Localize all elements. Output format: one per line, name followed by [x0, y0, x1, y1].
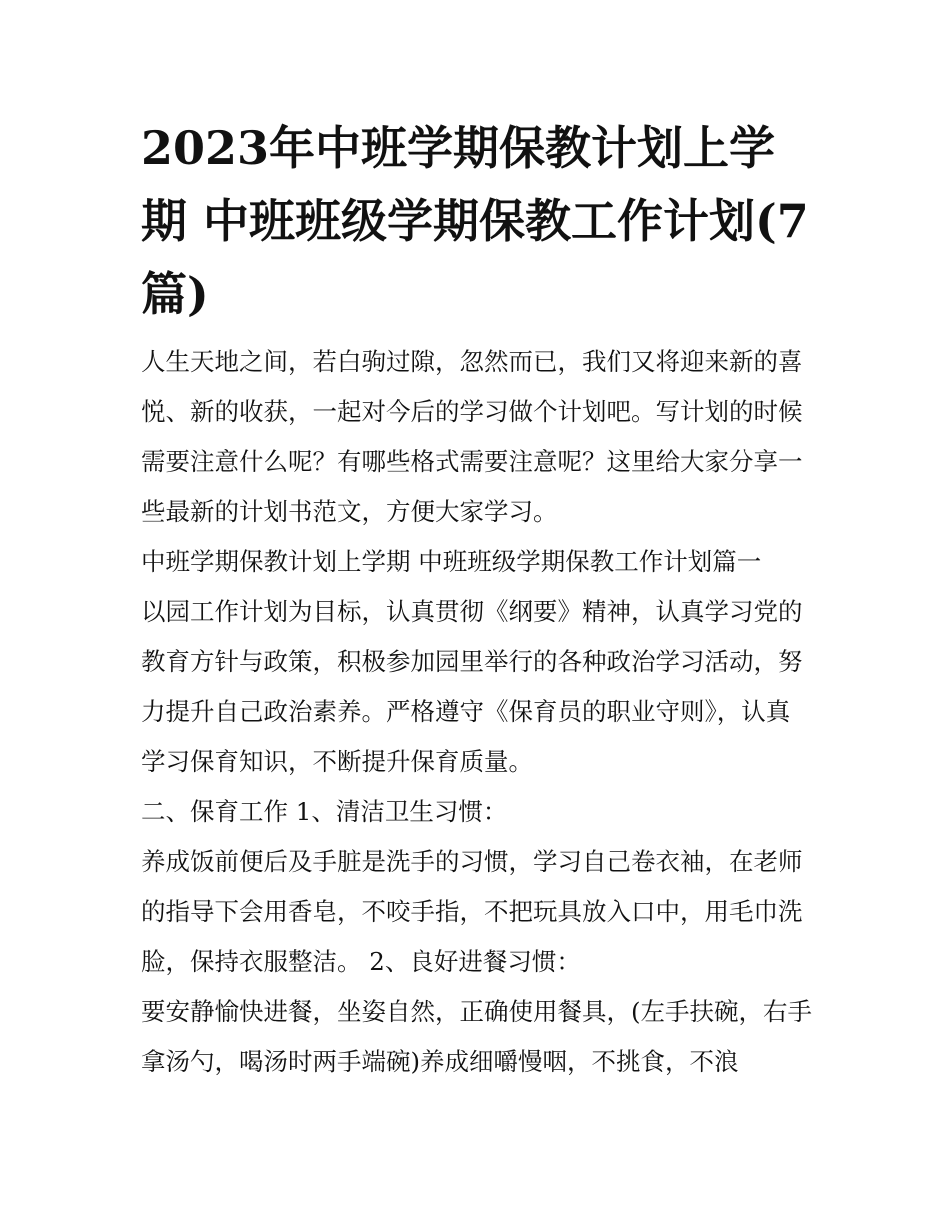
document-title: 2023年中班学期保教计划上学期 中班班级学期保教工作计划(7篇) — [141, 121, 809, 321]
body-paragraph: 以园工作计划为目标，认真贯彻《纲要》精神，认真学习党的教育方针与政策，积极参加园里举行的各种政治学习活动，努力提升自己政治素养。严格遵守《保育员的职业守则》，认真学习保育知识，不断提升保育质量。 — [141, 597, 803, 776]
document-content — [141, 112, 813, 1087]
subsection-heading: 二、保育工作 1、清洁卫生习惯： — [141, 797, 508, 826]
body-paragraph: 要安静愉快进餐，坐姿自然，正确使用餐具，(左手扶碗，右手拿汤勺，喝汤时两手端碗)养成细嚼慢咽，不挑食，不浪 — [141, 997, 813, 1076]
body-paragraph: 养成饭前便后及手脏是洗手的习惯，学习自己卷衣袖，在老师的指导下会用香皂，不咬手指，不把玩具放入口中，用毛巾洗脸，保持衣服整洁。 2、良好进餐习惯： — [141, 847, 803, 976]
section-heading: 中班学期保教计划上学期 中班班级学期保教工作计划篇一 — [141, 547, 762, 576]
document-body — [141, 337, 813, 1087]
intro-paragraph: 人生天地之间，若白驹过隙，忽然而已，我们又将迎来新的喜悦、新的收获，一起对今后的学习做个计划吧。写计划的时候需要注意什么呢？有哪些格式需要注意呢？这里给大家分享一些最新的计划书范文，方便大家学习。 — [141, 347, 803, 526]
